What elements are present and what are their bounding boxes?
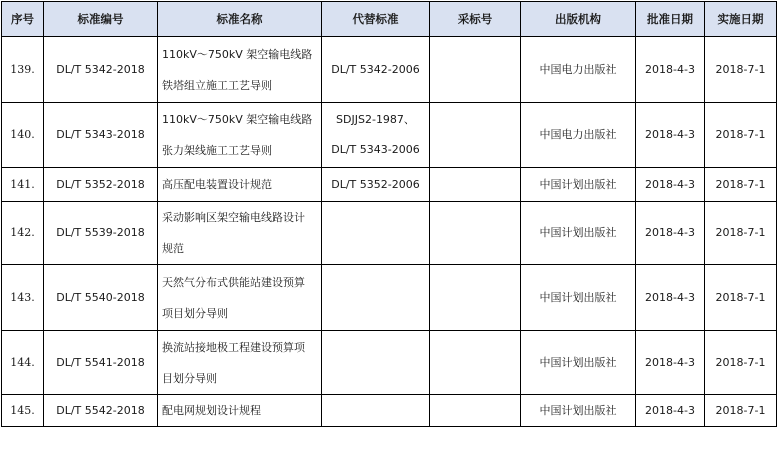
cell-replaced bbox=[322, 265, 430, 331]
cell-code: DL/T 5540-2018 bbox=[44, 265, 158, 331]
cell-name bbox=[158, 331, 322, 395]
cell-code: DL/T 5542-2018 bbox=[44, 395, 158, 427]
name-line: 目划分导则 bbox=[162, 371, 217, 385]
table-body bbox=[2, 37, 777, 427]
header-seq: 序号 bbox=[2, 2, 44, 37]
cell-adopted bbox=[430, 331, 521, 395]
cell-name bbox=[158, 168, 322, 202]
table-row bbox=[2, 331, 777, 395]
cell-approval-date: 2018-4-3 bbox=[636, 265, 705, 331]
replaced-line: DL/T 5342-2006 bbox=[331, 62, 420, 76]
cell-seq: 141. bbox=[2, 168, 44, 202]
header-approval-date: 批准日期 bbox=[636, 2, 705, 37]
cell-seq: 145. bbox=[2, 395, 44, 427]
cell-publisher: 中国电力出版社 bbox=[521, 103, 636, 168]
cell-code: DL/T 5352-2018 bbox=[44, 168, 158, 202]
cell-adopted bbox=[430, 395, 521, 427]
table-row bbox=[2, 202, 777, 265]
cell-seq: 139. bbox=[2, 37, 44, 103]
cell-publisher: 中国计划出版社 bbox=[521, 202, 636, 265]
cell-replaced bbox=[322, 202, 430, 265]
table-row bbox=[2, 103, 777, 168]
cell-publisher: 中国计划出版社 bbox=[521, 395, 636, 427]
name-line: 采动影响区架空输电线路设计 bbox=[162, 211, 305, 224]
cell-adopted bbox=[430, 168, 521, 202]
cell-name bbox=[158, 37, 322, 103]
cell-seq: 144. bbox=[2, 331, 44, 395]
header-adopted: 采标号 bbox=[430, 2, 521, 37]
cell-publisher: 中国电力出版社 bbox=[521, 37, 636, 103]
header-replaced: 代替标准 bbox=[322, 2, 430, 37]
name-line: 规范 bbox=[162, 242, 184, 255]
cell-code: DL/T 5539-2018 bbox=[44, 202, 158, 265]
cell-seq: 143. bbox=[2, 265, 44, 331]
header-name: 标准名称 bbox=[158, 2, 322, 37]
cell-replaced bbox=[322, 331, 430, 395]
cell-implementation-date: 2018-7-1 bbox=[705, 395, 777, 427]
name-line: 项目划分导则 bbox=[162, 306, 228, 320]
cell-approval-date: 2018-4-3 bbox=[636, 331, 705, 395]
cell-approval-date: 2018-4-3 bbox=[636, 103, 705, 168]
cell-adopted bbox=[430, 202, 521, 265]
header-row bbox=[2, 2, 777, 37]
cell-implementation-date: 2018-7-1 bbox=[705, 265, 777, 331]
cell-seq: 142. bbox=[2, 202, 44, 265]
cell-approval-date: 2018-4-3 bbox=[636, 202, 705, 265]
replaced-line: SDJJS2-1987、 bbox=[336, 113, 415, 126]
cell-publisher: 中国计划出版社 bbox=[521, 331, 636, 395]
cell-code: DL/T 5541-2018 bbox=[44, 331, 158, 395]
cell-implementation-date: 2018-7-1 bbox=[705, 37, 777, 103]
cell-seq: 140. bbox=[2, 103, 44, 168]
cell-code: DL/T 5342-2018 bbox=[44, 37, 158, 103]
cell-adopted bbox=[430, 37, 521, 103]
name-line: 110kV～750kV 架空输电线路 bbox=[162, 47, 313, 61]
name-line: 高压配电装置设计规范 bbox=[162, 177, 272, 191]
table-header bbox=[2, 2, 777, 37]
table-row bbox=[2, 395, 777, 427]
cell-implementation-date: 2018-7-1 bbox=[705, 331, 777, 395]
cell-replaced bbox=[322, 395, 430, 427]
cell-name bbox=[158, 202, 322, 265]
cell-name bbox=[158, 265, 322, 331]
cell-approval-date: 2018-4-3 bbox=[636, 168, 705, 202]
table-row bbox=[2, 168, 777, 202]
cell-publisher: 中国计划出版社 bbox=[521, 265, 636, 331]
cell-code: DL/T 5343-2018 bbox=[44, 103, 158, 168]
name-line: 配电网规划设计规程 bbox=[162, 403, 261, 417]
cell-approval-date: 2018-4-3 bbox=[636, 37, 705, 103]
cell-implementation-date: 2018-7-1 bbox=[705, 103, 777, 168]
cell-name bbox=[158, 395, 322, 427]
cell-replaced bbox=[322, 37, 430, 103]
name-line: 天然气分布式供能站建设预算 bbox=[162, 275, 305, 289]
name-line: 张力架线施工工艺导则 bbox=[162, 144, 272, 157]
cell-adopted bbox=[430, 103, 521, 168]
header-publisher: 出版机构 bbox=[521, 2, 636, 37]
header-code: 标准编号 bbox=[44, 2, 158, 37]
cell-implementation-date: 2018-7-1 bbox=[705, 202, 777, 265]
name-line: 换流站接地极工程建设预算项 bbox=[162, 340, 305, 354]
cell-replaced bbox=[322, 103, 430, 168]
replaced-line: DL/T 5343-2006 bbox=[331, 143, 420, 156]
cell-replaced bbox=[322, 168, 430, 202]
cell-name bbox=[158, 103, 322, 168]
standards-table bbox=[1, 1, 777, 427]
cell-publisher: 中国计划出版社 bbox=[521, 168, 636, 202]
name-line: 110kV～750kV 架空输电线路 bbox=[162, 113, 313, 126]
replaced-line: DL/T 5352-2006 bbox=[331, 177, 420, 191]
table-row bbox=[2, 265, 777, 331]
cell-adopted bbox=[430, 265, 521, 331]
name-line: 铁塔组立施工工艺导则 bbox=[162, 78, 272, 92]
cell-implementation-date: 2018-7-1 bbox=[705, 168, 777, 202]
table-row bbox=[2, 37, 777, 103]
header-implementation-date: 实施日期 bbox=[705, 2, 777, 37]
cell-approval-date: 2018-4-3 bbox=[636, 395, 705, 427]
